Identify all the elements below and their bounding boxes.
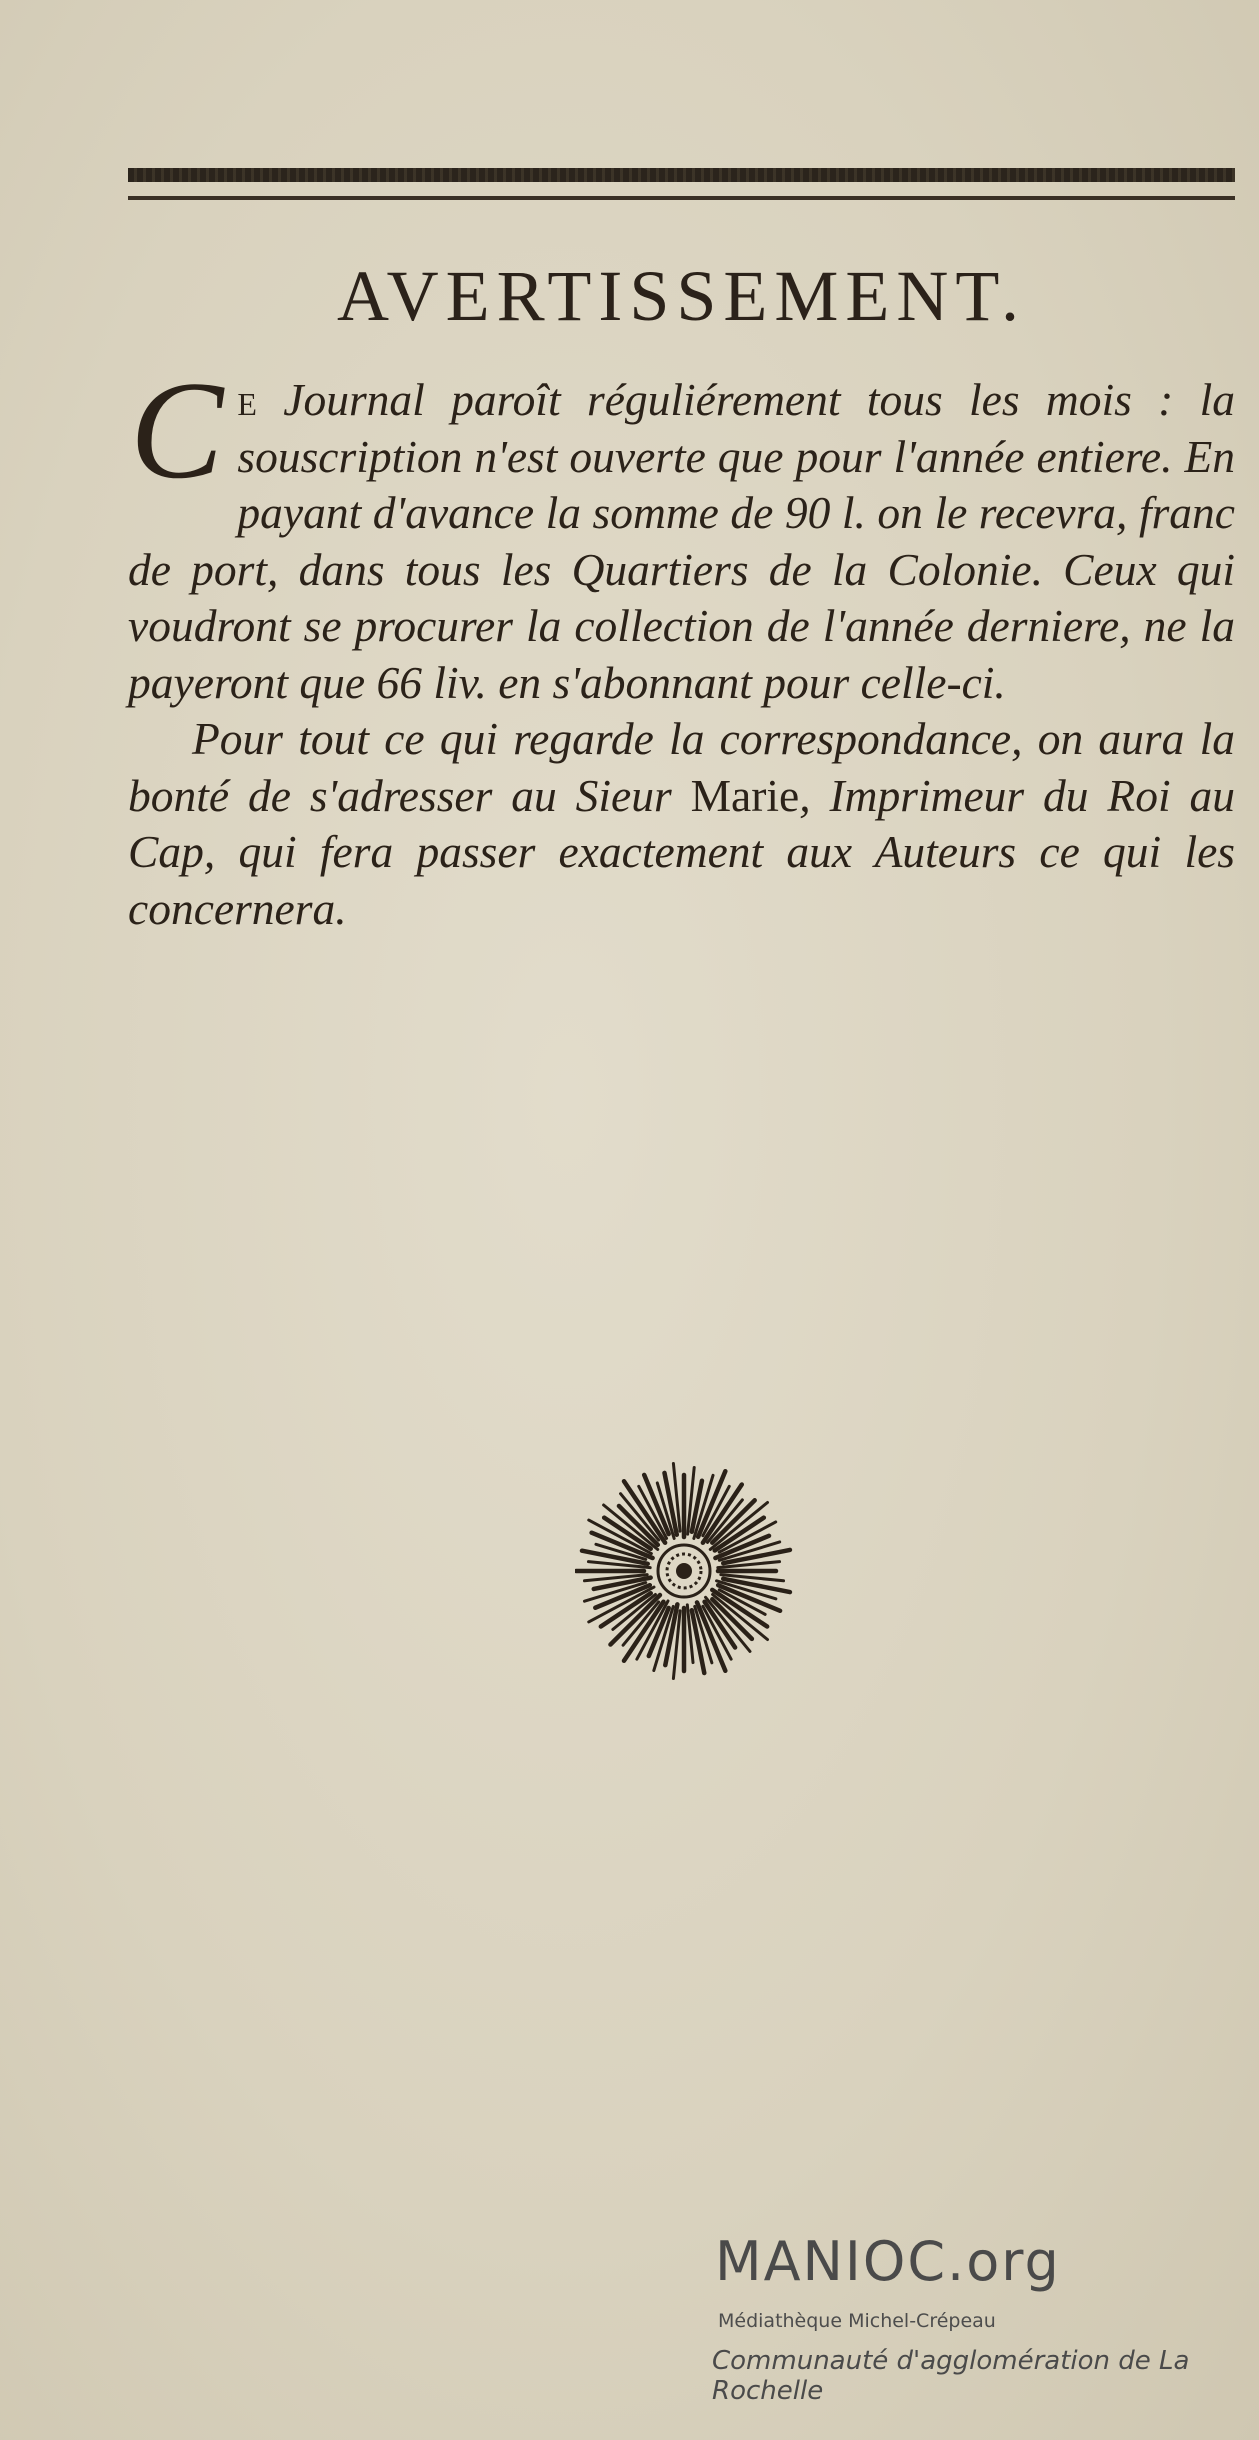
- agglomeration-name: Communauté d'agglomération de La Rochelle: [712, 2346, 1190, 2406]
- manioc-logo: MANIOC.org: [715, 2230, 1061, 2293]
- paragraph-correspondence-text-2: , Imprimeur du Roi au Cap, qui fera passer exactement aux Auteurs ce qui les concernera.: [128, 769, 1235, 934]
- header-rule-thick: [128, 168, 1235, 182]
- paragraph-subscription: [128, 353, 1235, 711]
- paragraph-correspondence-text-1: Pour tout ce qui regarde la correspondance, on aura la bonté de s'adresser au Sieur: [128, 713, 1235, 821]
- notice-body: [128, 353, 1235, 937]
- printer-name: Marie: [690, 769, 800, 821]
- paragraph-subscription-text: Journal paroît réguliérement tous les mois : la souscription n'est ouverte que pour l'année entiere. En payant d'avance la somme de 90 l. on le recevra, franc de port, dans tous les Quartiers de la Colonie. Ceux qui voudront se procurer la collection de l'année derniere, ne la payeront que 66 liv. en s'abonnant pour celle-ci.: [128, 374, 1235, 708]
- page-title: AVERTISSEMENT.: [336, 256, 1027, 336]
- drop-cap: C: [130, 353, 224, 508]
- library-name: Médiathèque Michel-Crépeau: [718, 2310, 996, 2332]
- paragraph-correspondence: [128, 711, 1235, 937]
- sunburst-ornament-icon: [575, 1462, 793, 1680]
- header-rule-thin: [128, 196, 1235, 200]
- drop-cap-continuation: e: [237, 374, 257, 425]
